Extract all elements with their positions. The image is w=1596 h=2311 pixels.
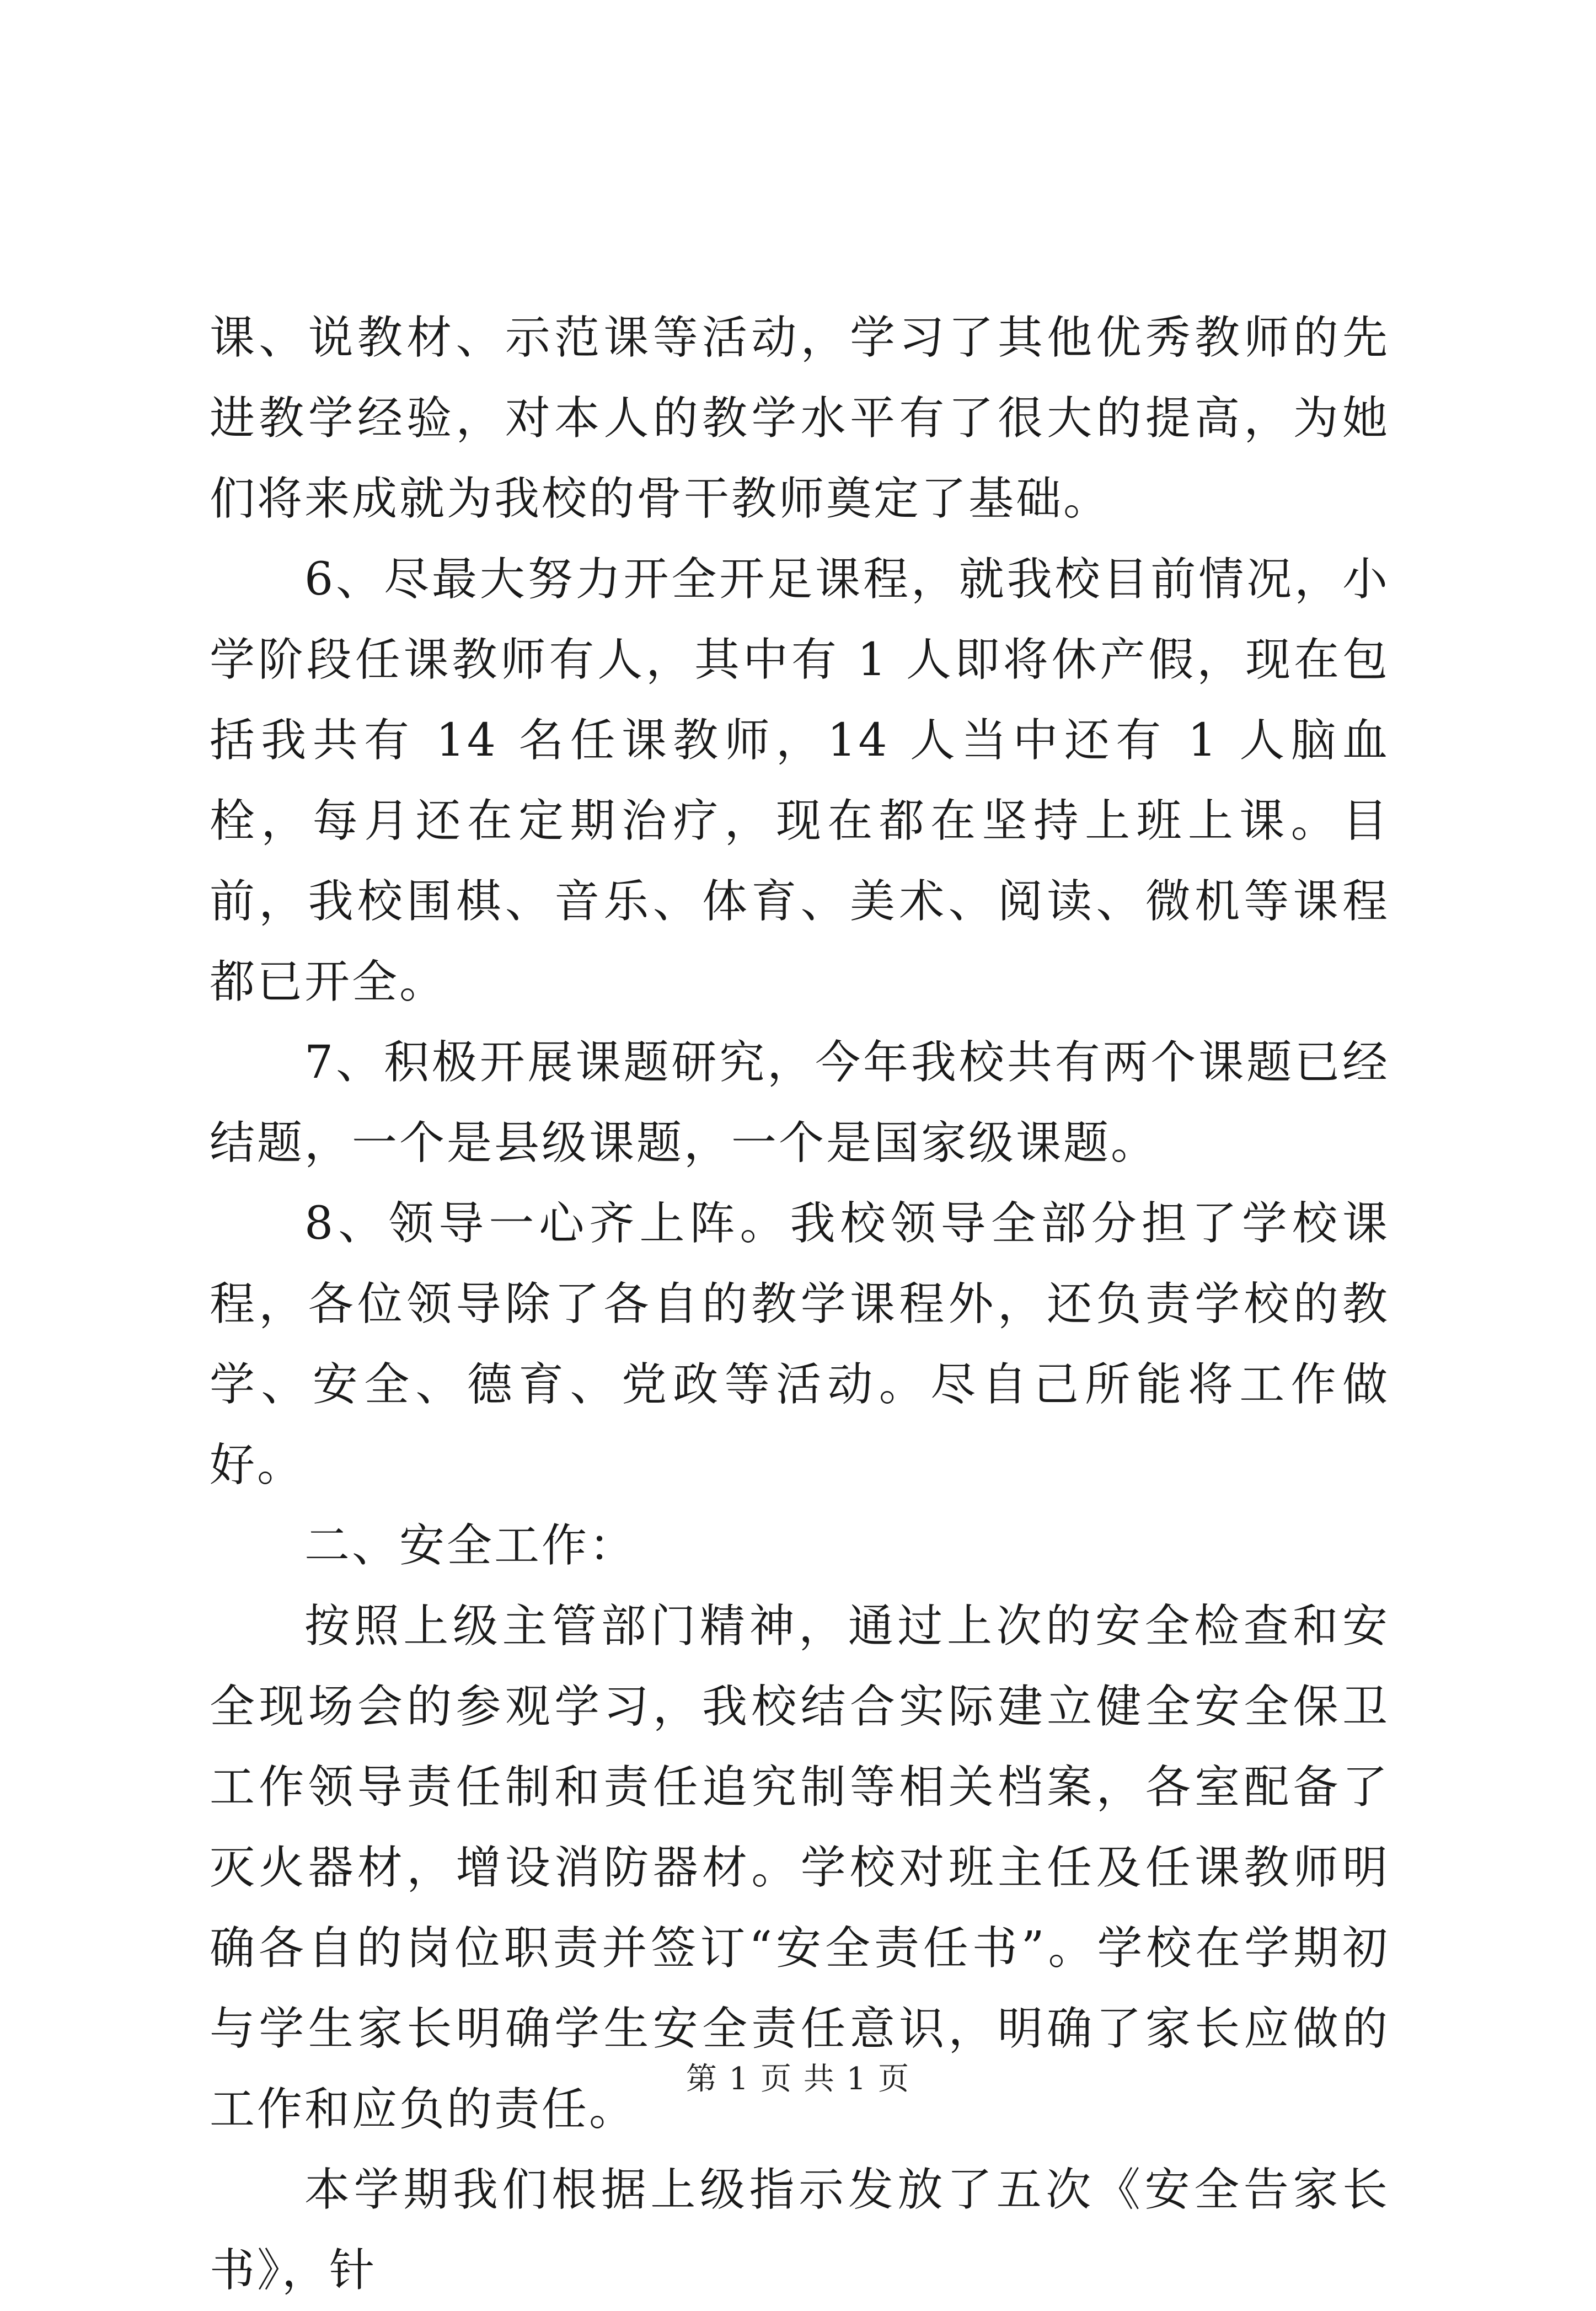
paragraph-item-7: 7、积极开展课题研究，今年我校共有两个课题已经结题，一个是县级课题，一个是国家级课题。 xyxy=(210,1036,1390,1169)
paragraph-safety-measures: 按照上级主管部门精神，通过上次的安全检查和安全现场会的参观学习，我校结合实际建立健全安全保卫工作领导责任制和责任追究制等相关档案，各室配备了灭火器材，增设消防器材。学校对班主任及任课教师明确各自的岗位职责并签订“安全责任书”。学校在学期初与学生家长明确学生安全责任意识，明确了家长应做的工作和应负的责任。 xyxy=(210,1600,1390,2136)
paragraph-item-8: 8、领导一心齐上阵。我校领导全部分担了学校课程，各位领导除了各自的教学课程外，还负责学校的教学、安全、德育、党政等活动。尽自己所能将工作做好。 xyxy=(210,1197,1390,1491)
paragraph-safety-letters: 本学期我们根据上级指示发放了五次《安全告家长书》，针 xyxy=(210,2164,1390,2297)
paragraph-continuation: 课、说教材、示范课等活动，学习了其他优秀教师的先进教学经验，对本人的教学水平有了很大的提高，为她们将来成就为我校的骨干教师奠定了基础。 xyxy=(210,312,1390,525)
page-number-footer: 第 1 页 共 1 页 xyxy=(685,2061,911,2097)
section-heading-safety: 二、安全工作： xyxy=(304,1520,637,1572)
paragraph-item-6: 6、尽最大努力开全开足课程，就我校目前情况，小学阶段任课教师有人，其中有 1 人即将休产假，现在包括我共有 14 名任课教师，14 人当中还有 1 人脑血栓，每月还在定期治疗，现在都在坚持上班上课。目前，我校围棋、音乐、体育、美术、阅读、微机等课程都已开全。 xyxy=(210,553,1390,1008)
document-body xyxy=(210,298,1390,2311)
